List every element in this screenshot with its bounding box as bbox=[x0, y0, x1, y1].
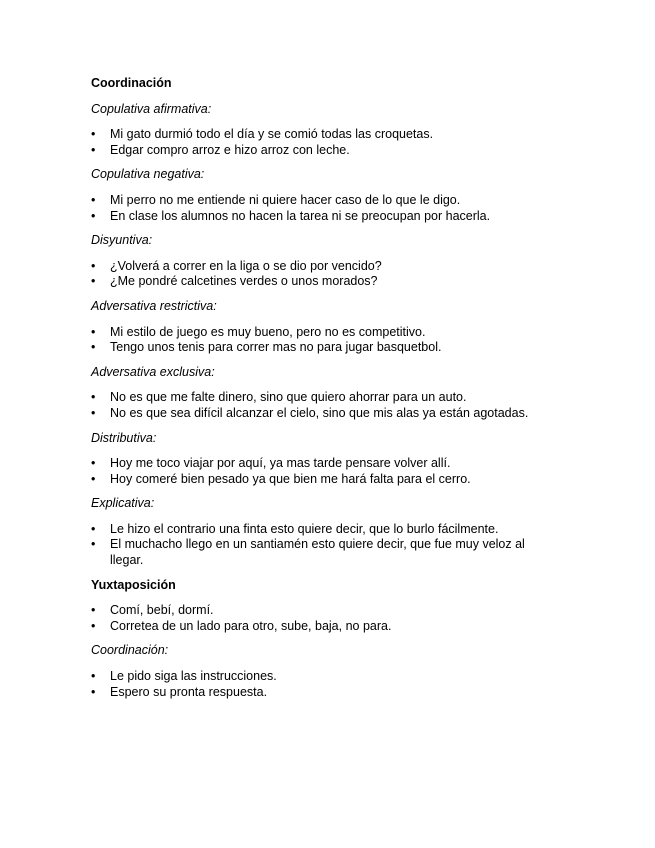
list-item bbox=[91, 522, 561, 538]
list-item-text: Espero su pronta respuesta. bbox=[110, 684, 268, 699]
bullet-icon: • bbox=[91, 340, 96, 355]
list-item bbox=[91, 259, 561, 275]
list-item bbox=[91, 193, 561, 209]
list-item bbox=[91, 143, 561, 159]
list-item bbox=[91, 537, 561, 568]
list-item bbox=[91, 325, 561, 341]
list-item-text: ¿Me pondré calcetines verdes o unos morados? bbox=[110, 274, 378, 289]
list-item bbox=[91, 209, 561, 225]
bullet-icon: • bbox=[91, 669, 96, 684]
example-list bbox=[91, 325, 561, 356]
bullet-icon: • bbox=[91, 127, 96, 142]
list-item bbox=[91, 127, 561, 143]
bullet-icon: • bbox=[91, 537, 96, 552]
bullet-icon: • bbox=[91, 471, 96, 486]
list-item bbox=[91, 274, 561, 290]
example-list bbox=[91, 259, 561, 290]
list-item-text: ¿Volverá a correr en la liga o se dio por vencido? bbox=[110, 258, 382, 273]
example-list bbox=[91, 456, 561, 487]
bullet-icon: • bbox=[91, 405, 96, 420]
list-item bbox=[91, 685, 561, 701]
bullet-icon: • bbox=[91, 142, 96, 157]
section-heading: Yuxtaposición bbox=[91, 577, 176, 592]
subsection-label: Adversativa exclusiva: bbox=[91, 364, 215, 379]
list-item-text: Hoy me toco viajar por aquí, ya mas tarde pensare volver allí. bbox=[110, 456, 451, 471]
bullet-icon: • bbox=[91, 192, 96, 207]
subsection-label: Adversativa restrictiva: bbox=[91, 298, 217, 313]
list-item-text: Corretea de un lado para otro, sube, baja, no para. bbox=[110, 618, 392, 633]
bullet-icon: • bbox=[91, 324, 96, 339]
document-page bbox=[91, 76, 561, 709]
example-list bbox=[91, 522, 561, 569]
list-item bbox=[91, 603, 561, 619]
list-item-text: Mi estilo de juego es muy bueno, pero no es competitivo. bbox=[110, 324, 426, 339]
bullet-icon: • bbox=[91, 208, 96, 223]
bullet-icon: • bbox=[91, 618, 96, 633]
list-item-text: No es que sea difícil alcanzar el cielo, sino que mis alas ya están agotadas. bbox=[110, 405, 529, 420]
list-item bbox=[91, 669, 561, 685]
subsection-label: Copulativa afirmativa: bbox=[91, 101, 212, 116]
list-item bbox=[91, 619, 561, 635]
example-list bbox=[91, 603, 561, 634]
section-heading: Coordinación bbox=[91, 76, 172, 90]
list-item bbox=[91, 390, 561, 406]
list-item bbox=[91, 406, 561, 422]
list-item-text: No es que me falte dinero, sino que quiero ahorrar para un auto. bbox=[110, 390, 467, 405]
bullet-icon: • bbox=[91, 258, 96, 273]
list-item-text: Hoy comeré bien pesado ya que bien me hará falta para el cerro. bbox=[110, 471, 471, 486]
subsection-label: Explicativa: bbox=[91, 496, 155, 511]
list-item-text: El muchacho llego en un santiamén esto quiere decir, que fue muy veloz al llegar. bbox=[110, 537, 525, 568]
bullet-icon: • bbox=[91, 274, 96, 289]
list-item-text: Le hizo el contrario una finta esto quiere decir, que lo burlo fácilmente. bbox=[110, 521, 499, 536]
list-item-text: Mi gato durmió todo el día y se comió todas las croquetas. bbox=[110, 127, 434, 142]
subsection-label: Coordinación: bbox=[91, 643, 169, 658]
example-list bbox=[91, 193, 561, 224]
bullet-icon: • bbox=[91, 684, 96, 699]
list-item-text: En clase los alumnos no hacen la tarea ni se preocupan por hacerla. bbox=[110, 208, 491, 223]
list-item-text: Le pido siga las instrucciones. bbox=[110, 669, 277, 684]
example-list bbox=[91, 127, 561, 158]
example-list bbox=[91, 669, 561, 700]
list-item-text: Edgar compro arroz e hizo arroz con leche. bbox=[110, 142, 350, 157]
list-item-text: Tengo unos tenis para correr mas no para jugar basquetbol. bbox=[110, 340, 442, 355]
bullet-icon: • bbox=[91, 603, 96, 618]
subsection-label: Disyuntiva: bbox=[91, 233, 153, 248]
subsection-label: Distributiva: bbox=[91, 430, 157, 445]
bullet-icon: • bbox=[91, 521, 96, 536]
bullet-icon: • bbox=[91, 456, 96, 471]
list-item bbox=[91, 456, 561, 472]
bullet-icon: • bbox=[91, 390, 96, 405]
list-item-text: Comí, bebí, dormí. bbox=[110, 603, 214, 618]
list-item bbox=[91, 472, 561, 488]
list-item-text: Mi perro no me entiende ni quiere hacer caso de lo que le digo. bbox=[110, 192, 461, 207]
subsection-label: Copulativa negativa: bbox=[91, 167, 205, 182]
list-item bbox=[91, 340, 561, 356]
example-list bbox=[91, 390, 561, 421]
